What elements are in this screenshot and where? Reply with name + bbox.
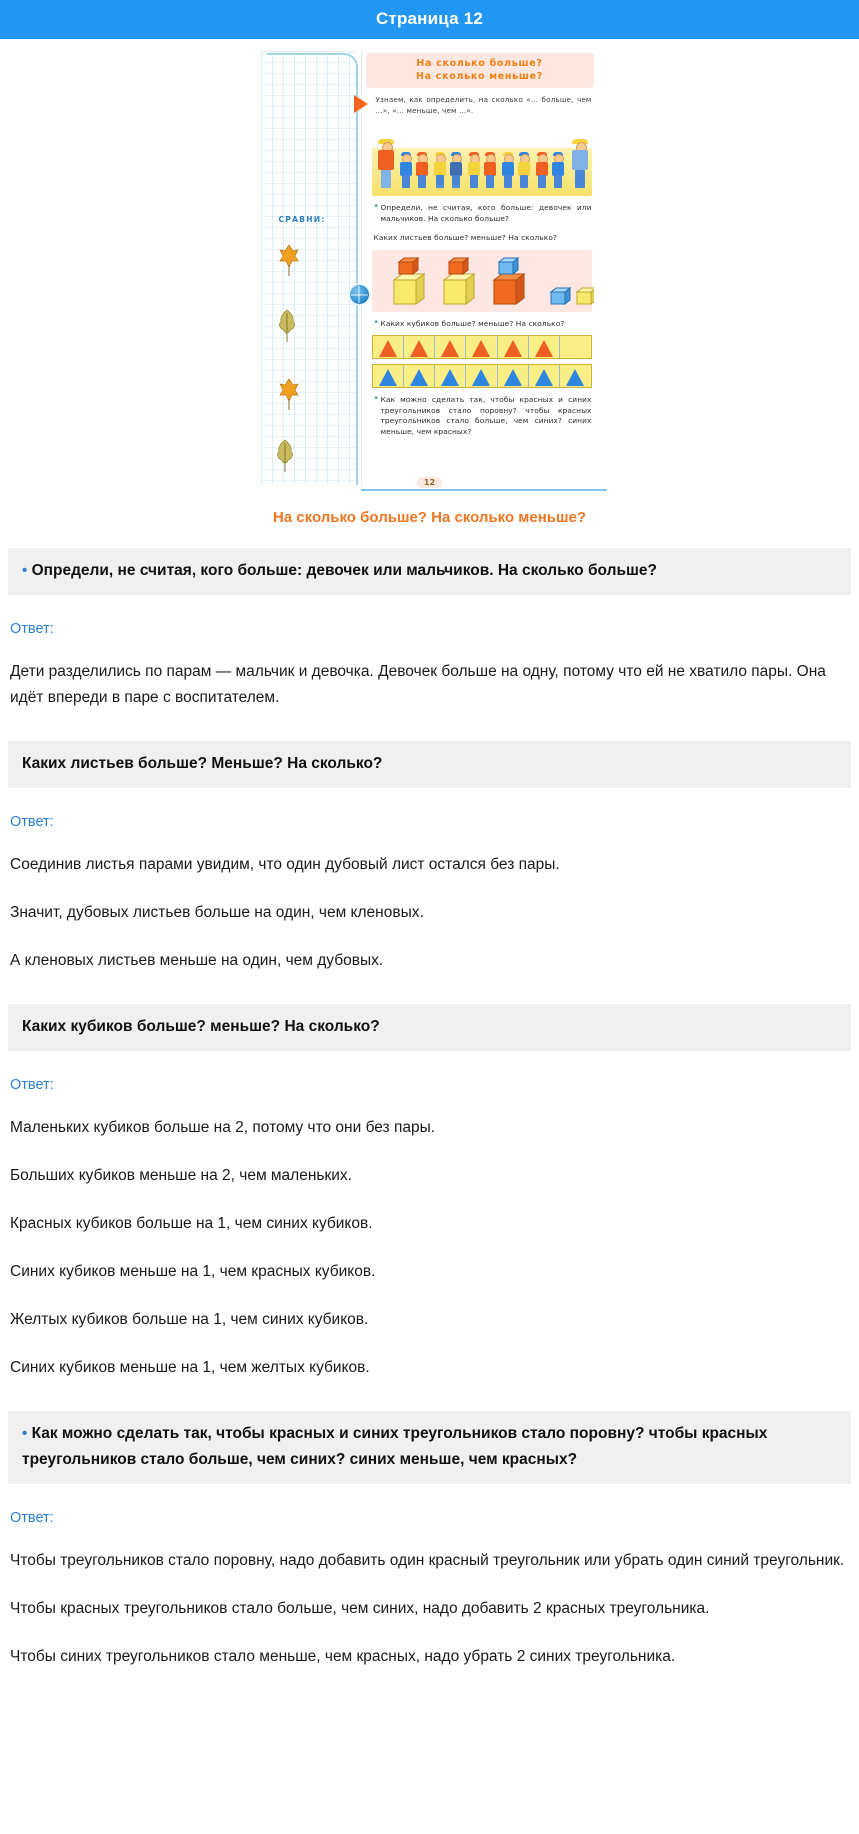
strip-cell bbox=[373, 336, 404, 358]
strip-cell bbox=[529, 336, 560, 358]
strip-cell bbox=[498, 365, 529, 387]
answer-label-3: Ответ: bbox=[10, 1077, 54, 1093]
scan-task-triangles: • Как можно сделать так, чтобы красных и синих треугольников стало поровну? чтобы красных треугольников стало больше, чем синих? синих меньше, чем красных? bbox=[374, 395, 592, 437]
scan-page-number: 12 bbox=[253, 478, 607, 487]
strip-cell bbox=[404, 365, 435, 387]
question-block-3 bbox=[8, 1004, 851, 1051]
question-text-4: Как можно сделать так, чтобы красных и синих треугольников стало поровну? чтобы красных треугольников стало больше, чем синих? синих меньше, чем красных? bbox=[22, 1425, 768, 1468]
orange-arrow-icon bbox=[354, 95, 368, 113]
question-block-4 bbox=[8, 1411, 851, 1484]
scan-banner bbox=[366, 53, 594, 88]
strip-cell bbox=[529, 365, 560, 387]
scan-banner-line-1: На сколько больше? bbox=[416, 58, 543, 69]
child-figure bbox=[468, 154, 480, 188]
page-title: Страница 12 bbox=[375, 9, 484, 28]
answer-paragraph: А кленовых листьев меньше на один, чем дубовых. bbox=[10, 952, 384, 969]
blue-triangle-strip bbox=[372, 364, 592, 388]
scan-right-page bbox=[361, 51, 600, 485]
strip-cell bbox=[498, 336, 529, 358]
strip-cell bbox=[435, 336, 466, 358]
answer-paragraph: Больших кубиков меньше на 2, чем маленьких. bbox=[10, 1167, 352, 1184]
child-figure bbox=[400, 154, 412, 188]
maple-leaf-icon bbox=[279, 243, 299, 277]
question-text-1: Определи, не считая, кого больше: девочек или мальчиков. На сколько больше? bbox=[31, 562, 657, 579]
cubes-svg bbox=[372, 250, 594, 312]
answer-paragraph: Синих кубиков меньше на 1, чем красных кубиков. bbox=[10, 1263, 376, 1280]
strip-cell bbox=[404, 336, 435, 358]
strip-cell bbox=[466, 365, 497, 387]
oak-leaf-icon bbox=[275, 439, 295, 473]
strip-cell bbox=[435, 365, 466, 387]
answer-paragraph: Красных кубиков больше на 1, чем синих кубиков. bbox=[10, 1215, 373, 1232]
red-triangle-strip bbox=[372, 335, 592, 359]
answer-paragraph: Желтых кубиков больше на 1, чем синих кубиков. bbox=[10, 1311, 369, 1328]
triangle-strips bbox=[372, 335, 592, 388]
answer-paragraph: Синих кубиков меньше на 1, чем желтых кубиков. bbox=[10, 1359, 370, 1376]
question-block-2 bbox=[8, 741, 851, 788]
scan-intro-text: Узнаем, как определить, на сколько «... больше, чем ...», «... меньше, чем ...». bbox=[375, 95, 592, 115]
child-figure bbox=[416, 154, 428, 188]
cubes-illustration bbox=[372, 250, 592, 312]
strip-cell bbox=[560, 336, 590, 358]
bullet-icon: • bbox=[22, 562, 28, 579]
textbook-scan-image bbox=[253, 47, 607, 491]
textbook-scan-container bbox=[0, 39, 859, 495]
page-title-bar bbox=[0, 0, 859, 39]
answer-label-2: Ответ: bbox=[10, 814, 54, 830]
child-figure bbox=[484, 154, 496, 188]
child-figure bbox=[536, 154, 548, 188]
oak-leaf-icon bbox=[277, 309, 297, 343]
document-title: На сколько больше? На сколько меньше? bbox=[272, 509, 587, 526]
child-figure bbox=[450, 154, 462, 188]
globe-icon bbox=[350, 285, 369, 304]
answer-paragraph: Дети разделились по парам — мальчик и девочка. Девочек больше на одну, потому что ей не хватило пары. Она идёт впереди в паре с воспитателем. bbox=[10, 663, 826, 706]
answer-label-4: Ответ: bbox=[10, 1510, 54, 1526]
answer-paragraph: Значит, дубовых листьев больше на один, чем кленовых. bbox=[10, 904, 424, 921]
sravni-label: СРАВНИ: bbox=[278, 215, 326, 224]
scan-task-kids: • Определи, не считая, кого больше: девочек или мальчиков. На сколько больше? bbox=[374, 203, 592, 224]
question-block-1 bbox=[8, 548, 851, 595]
child-figure bbox=[552, 154, 564, 188]
child-figure bbox=[518, 154, 530, 188]
answer-paragraph: Маленьких кубиков больше на 2, потому что они без пары. bbox=[10, 1119, 436, 1136]
maple-leaf-icon bbox=[279, 377, 299, 411]
strip-cell bbox=[560, 365, 590, 387]
answer-label-1: Ответ: bbox=[10, 621, 54, 637]
child-figure bbox=[434, 154, 446, 188]
scan-task-leaves: Каких листьев больше? меньше? На сколько? bbox=[373, 233, 557, 242]
scan-task-cubes: • Каких кубиков больше? меньше? На сколько? bbox=[374, 319, 592, 330]
question-text-3: Каких кубиков больше? меньше? На сколько? bbox=[22, 1018, 380, 1035]
answer-paragraph: Чтобы синих треугольников стало меньше, чем красных, надо убрать 2 синих треугольника. bbox=[10, 1648, 676, 1665]
scan-bottom-rule bbox=[361, 489, 607, 491]
answer-paragraph: Чтобы треугольников стало поровну, надо добавить один красный треугольник или убрать один синий треугольник. bbox=[10, 1552, 845, 1569]
answer-paragraph: Чтобы красных треугольников стало больше, чем синих, надо добавить 2 красных треугольника. bbox=[10, 1600, 710, 1617]
child-figure bbox=[572, 142, 588, 188]
teacher-figure bbox=[378, 142, 394, 188]
scan-left-margin-grid bbox=[261, 51, 357, 485]
strip-cell bbox=[373, 365, 404, 387]
strip-cell bbox=[466, 336, 497, 358]
kids-illustration bbox=[372, 122, 592, 196]
child-figure bbox=[502, 154, 514, 188]
question-text-2: Каких листьев больше? Меньше? На сколько? bbox=[22, 755, 383, 772]
scan-banner-line-2: На сколько меньше? bbox=[416, 71, 543, 82]
bullet-icon: • bbox=[22, 1425, 28, 1442]
answer-paragraph: Соединив листья парами увидим, что один дубовый лист остался без пары. bbox=[10, 856, 560, 873]
